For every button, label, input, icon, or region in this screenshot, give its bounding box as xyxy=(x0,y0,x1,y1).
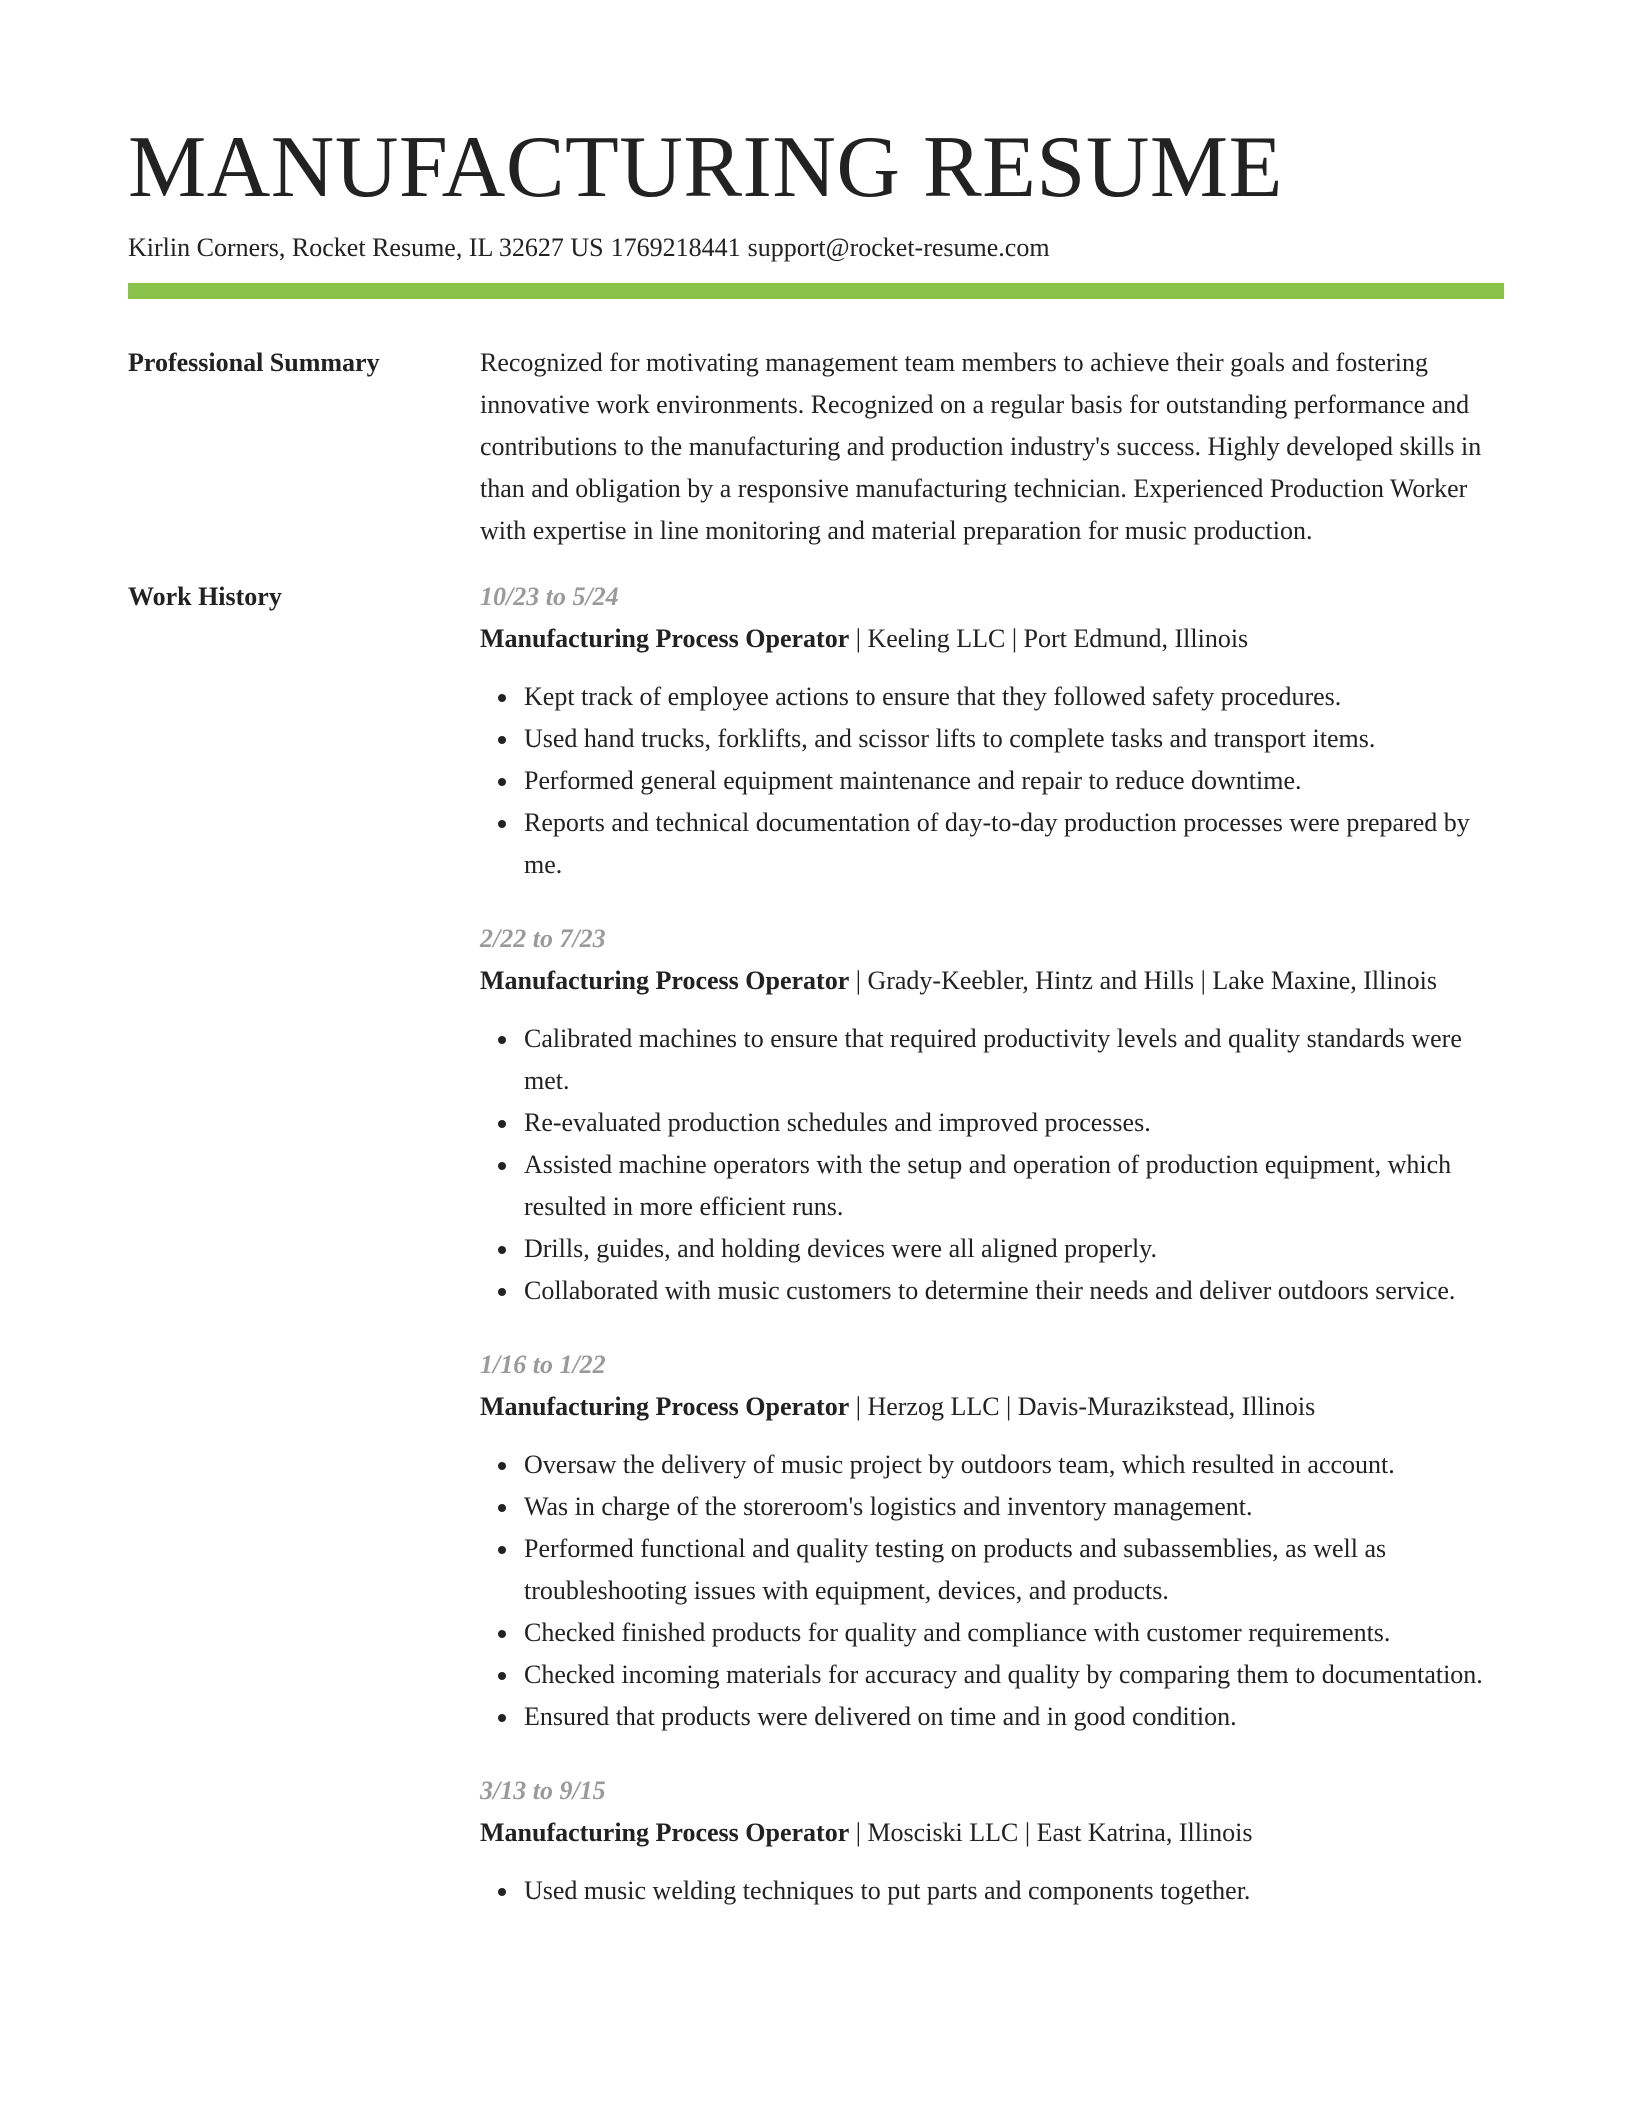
summary-text: Recognized for motivating management team members to achieve their goals and fostering innovative work environments. Recognized on a regular basis for outstanding performance and contributions to the manufacturing and production industry's success. Highly developed skills in than and obligation by a responsive manufacturing technician. Experienced Production Worker with expertise in line monitoring and material preparation for music production. xyxy=(480,348,1482,545)
job-dates: 3/13 to 9/15 xyxy=(480,1776,606,1805)
job-bullet: Kept track of employee actions to ensure that they followed safety procedures. xyxy=(524,676,1504,718)
contact-line xyxy=(128,231,1504,265)
job-bullet: Oversaw the delivery of music project by outdoors team, which resulted in account. xyxy=(524,1444,1504,1486)
job-bullets xyxy=(480,676,1504,886)
work-history-heading: Work History xyxy=(128,582,282,611)
contact-address: Kirlin Corners, Rocket Resume, IL 32627 US xyxy=(128,233,604,262)
job-bullet: Checked finished products for quality and compliance with customer requirements. xyxy=(524,1612,1504,1654)
job-details: | Herzog LLC | Davis-Murazikstead, Illinois xyxy=(849,1392,1316,1421)
job-bullets xyxy=(480,1018,1504,1312)
job-details: | Mosciski LLC | East Katrina, Illinois xyxy=(849,1818,1253,1847)
job-details: | Grady-Keebler, Hintz and Hills | Lake Maxine, Illinois xyxy=(849,966,1437,995)
job-bullet: Checked incoming materials for accuracy and quality by comparing them to documentation. xyxy=(524,1654,1504,1696)
work-history-section xyxy=(128,582,1504,1944)
job-title: Manufacturing Process Operator xyxy=(480,624,850,653)
job-bullet: Used hand trucks, forklifts, and scissor lifts to complete tasks and transport items. xyxy=(524,718,1504,760)
job-details: | Keeling LLC | Port Edmund, Illinois xyxy=(849,624,1249,653)
job-bullet: Was in charge of the storeroom's logistics and inventory management. xyxy=(524,1486,1504,1528)
work-history-body xyxy=(480,582,1504,1944)
job-entry xyxy=(480,1344,1504,1738)
job-entry xyxy=(480,1770,1504,1912)
job-title-line xyxy=(480,1386,1504,1428)
job-bullet: Drills, guides, and holding devices were all aligned properly. xyxy=(524,1228,1504,1270)
job-dates: 10/23 to 5/24 xyxy=(480,582,619,611)
accent-divider xyxy=(128,283,1504,299)
job-bullet: Reports and technical documentation of day-to-day production processes were prepared by me. xyxy=(524,802,1504,886)
job-title-line xyxy=(480,618,1504,660)
job-bullets xyxy=(480,1444,1504,1738)
summary-body xyxy=(480,348,1504,552)
resume-title: MANUFACTURING RESUME xyxy=(128,119,1283,216)
summary-heading: Professional Summary xyxy=(128,348,380,377)
job-dates: 1/16 to 1/22 xyxy=(480,1350,606,1379)
job-title-line xyxy=(480,1812,1504,1854)
job-bullets xyxy=(480,1870,1504,1912)
job-title-line xyxy=(480,960,1504,1002)
contact-email[interactable]: support@rocket-resume.com xyxy=(747,233,1050,262)
job-bullet: Collaborated with music customers to determine their needs and deliver outdoors service. xyxy=(524,1270,1504,1312)
job-dates: 2/22 to 7/23 xyxy=(480,924,606,953)
job-bullet: Performed functional and quality testing on products and subassemblies, as well as troubleshooting issues with equipment, devices, and products. xyxy=(524,1528,1504,1612)
job-title: Manufacturing Process Operator xyxy=(480,966,850,995)
job-bullet: Calibrated machines to ensure that required productivity levels and quality standards were met. xyxy=(524,1018,1504,1102)
job-bullet: Re-evaluated production schedules and improved processes. xyxy=(524,1102,1504,1144)
job-bullet: Used music welding techniques to put parts and components together. xyxy=(524,1870,1504,1912)
job-entry xyxy=(480,576,1504,886)
job-bullet: Ensured that products were delivered on time and in good condition. xyxy=(524,1696,1504,1738)
job-title: Manufacturing Process Operator xyxy=(480,1392,850,1421)
contact-phone: 1769218441 xyxy=(610,233,741,262)
summary-section xyxy=(128,348,1504,552)
resume-page xyxy=(128,118,1504,1944)
job-bullet: Assisted machine operators with the setup and operation of production equipment, which resulted in more efficient runs. xyxy=(524,1144,1504,1228)
job-title: Manufacturing Process Operator xyxy=(480,1818,850,1847)
job-bullet: Performed general equipment maintenance and repair to reduce downtime. xyxy=(524,760,1504,802)
job-entry xyxy=(480,918,1504,1312)
